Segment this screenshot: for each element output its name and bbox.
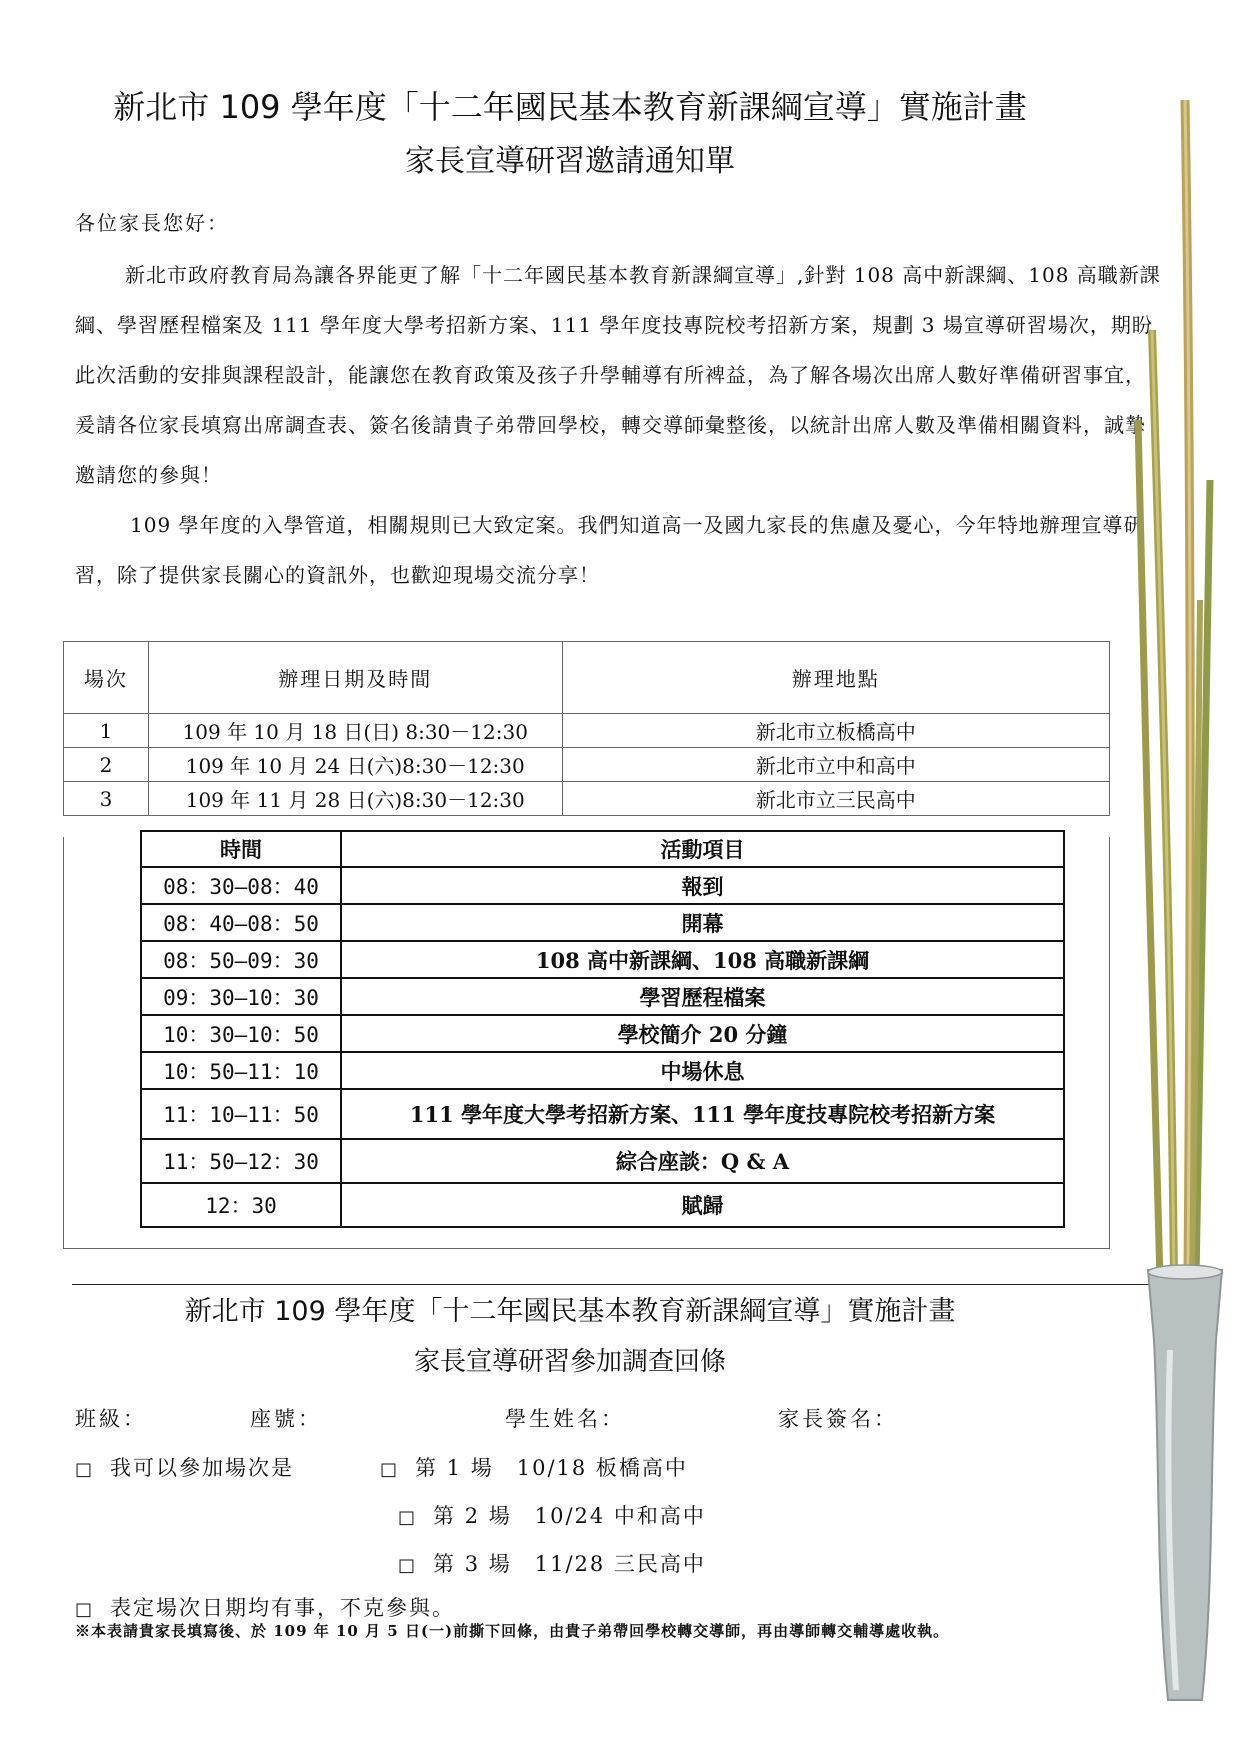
table-row [141, 867, 1064, 904]
schedule-item: 108 高中新課綱、108 高職新課綱 [341, 941, 1064, 978]
session-place: 新北市立中和高中 [562, 748, 1109, 782]
session-place: 新北市立三民高中 [562, 782, 1109, 816]
checkbox-icon[interactable]: □ [75, 1459, 95, 1480]
schedule-time: 11：10—11：50 [141, 1089, 341, 1139]
session-no: 2 [64, 748, 149, 782]
table-row [141, 904, 1064, 941]
schedule-item: 開幕 [341, 904, 1064, 941]
table-row [141, 978, 1064, 1015]
parent-signature-field-label: 家長簽名： [778, 1407, 898, 1431]
table-row [141, 1183, 1064, 1227]
reply-subtitle: 家長宣導研習參加調查回條 [413, 1347, 726, 1377]
letter-paragraph-1: 新北市政府教育局為讓各界能更了解「十二年國民基本教育新課綱宣導」,針對 108 高中新課綱、108 高職新課綱、學習歷程檔案及 111 學年度大學考招新方案、111 學年度技專院校考招新方案，規劃 3 場宣導研習場次，期盼此次活動的安排與課程設計，能讓您在教育政策及孩子升學輔導有所裨益，為了解各場次出席人數好準備研習事宜，爰請各位家長填寫出席調查表、簽名後請貴子弟帶回學校，轉交導師彙整後，以統計出席人數及準備相關資料，誠摯邀請您的參與！ [75, 263, 1161, 487]
session-table [63, 641, 1110, 816]
session-option-2[interactable] [398, 1500, 706, 1530]
header-activity: 活動項目 [341, 831, 1064, 867]
schedule-item: 綜合座談：Q & A [341, 1139, 1064, 1183]
schedule-item: 賦歸 [341, 1183, 1064, 1227]
table-row [141, 1015, 1064, 1052]
header-time: 時間 [141, 831, 341, 867]
schedule-time: 10：50—11：10 [141, 1052, 341, 1089]
decline-label: 表定場次日期均有事，不克參與。 [110, 1596, 456, 1620]
reply-title: 新北市 109 學年度「十二年國民基本教育新課綱宣導」實施計畫 [184, 1296, 956, 1327]
notice-title: 新北市 109 學年度「十二年國民基本教育新課綱宣導」實施計畫 [113, 88, 1027, 126]
session-option-label: 第 1 場 10/18 板橋高中 [415, 1456, 688, 1480]
checkbox-icon[interactable]: □ [398, 1507, 418, 1528]
checkbox-icon[interactable]: □ [380, 1459, 400, 1480]
schedule-item: 111 學年度大學考招新方案、111 學年度技專院校考招新方案 [341, 1089, 1064, 1139]
session-place: 新北市立板橋高中 [562, 714, 1109, 748]
checkbox-icon[interactable]: □ [398, 1555, 418, 1576]
grass-stalks-icon [1138, 100, 1210, 1280]
schedule-time: 08：50—09：30 [141, 941, 341, 978]
schedule-item: 學校簡介 20 分鐘 [341, 1015, 1064, 1052]
schedule-time: 12：30 [141, 1183, 341, 1227]
student-name-field-label: 學生姓名： [505, 1407, 625, 1431]
notice-subtitle: 家長宣導研習邀請通知單 [405, 144, 735, 179]
session-option-label: 第 2 場 10/24 中和高中 [433, 1504, 706, 1528]
vase-icon [1148, 1265, 1222, 1700]
session-option-label: 第 3 場 11/28 三民高中 [433, 1552, 706, 1576]
attend-label: 我可以參加場次是 [110, 1456, 295, 1480]
schedule-item: 學習歷程檔案 [341, 978, 1064, 1015]
schedule-time: 10：30—10：50 [141, 1015, 341, 1052]
letter-paragraph-2: 109 學年度的入學管道，相關規則已大致定案。我們知道高一及國九家長的焦慮及憂心，今年特地辦理宣導研習，除了提供家長關心的資訊外，也歡迎現場交流分享！ [75, 513, 1145, 587]
cut-line [72, 1284, 1167, 1285]
class-field-label: 班級： [75, 1407, 147, 1431]
checkbox-icon[interactable]: □ [75, 1599, 95, 1620]
session-option-1[interactable] [380, 1452, 688, 1482]
table-row [64, 748, 1110, 782]
table-row [64, 782, 1110, 816]
greeting: 各位家長您好： [75, 211, 229, 235]
schedule-item: 報到 [341, 867, 1064, 904]
grass-vase-illustration [1130, 100, 1240, 1710]
session-datetime: 109 年 10 月 18 日(日) 8:30－12:30 [148, 714, 562, 748]
session-option-3[interactable] [398, 1548, 706, 1578]
schedule-time: 08：40—08：50 [141, 904, 341, 941]
table-row [141, 941, 1064, 978]
session-datetime: 109 年 10 月 24 日(六)8:30－12:30 [148, 748, 562, 782]
table-row [141, 1089, 1064, 1139]
session-datetime: 109 年 11 月 28 日(六)8:30－12:30 [148, 782, 562, 816]
schedule-item: 中場休息 [341, 1052, 1064, 1089]
table-row [141, 1052, 1064, 1089]
session-no: 1 [64, 714, 149, 748]
decline-option[interactable] [75, 1592, 455, 1622]
header-datetime: 辦理日期及時間 [148, 642, 562, 714]
footnote: ※本表請貴家長填寫後、於 109 年 10 月 5 日(一)前撕下回條，由貴子弟帶回學校轉交導師，再由導師轉交輔導處收執。 [75, 1622, 950, 1640]
attend-option[interactable] [75, 1452, 294, 1482]
header-place: 辦理地點 [562, 642, 1109, 714]
schedule-time: 08：30—08：40 [141, 867, 341, 904]
seat-field-label: 座號： [250, 1407, 322, 1431]
table-row [64, 714, 1110, 748]
session-no: 3 [64, 782, 149, 816]
schedule-time: 09：30—10：30 [141, 978, 341, 1015]
schedule-time: 11：50—12：30 [141, 1139, 341, 1183]
header-session: 場次 [64, 642, 149, 714]
table-row [141, 1139, 1064, 1183]
schedule-table [140, 830, 1065, 1228]
